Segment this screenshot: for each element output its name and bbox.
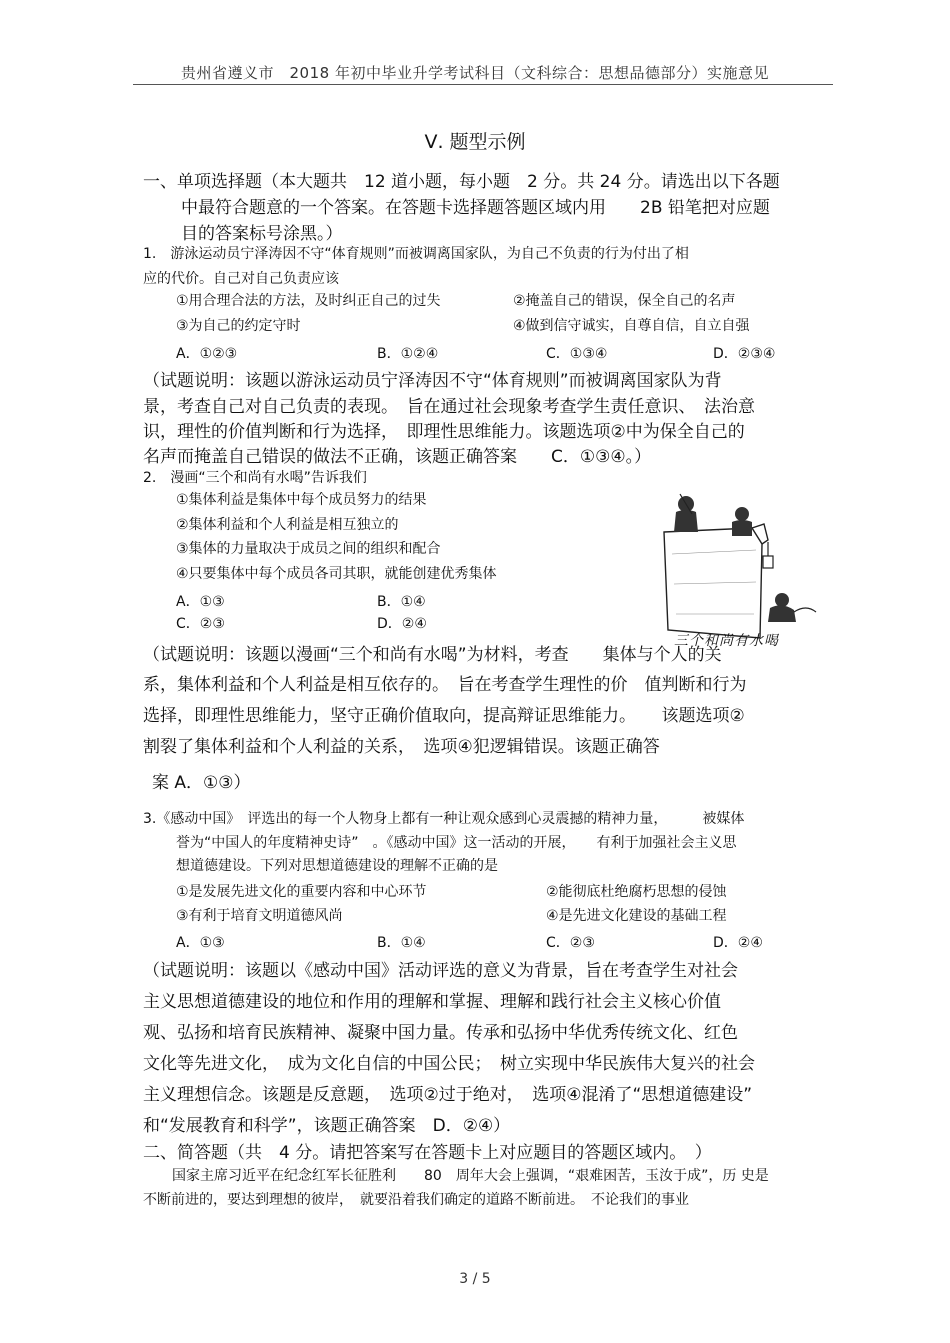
q1-explanation: （试题说明：该题以游泳运动员宁泽涛因不守“体育规则”而被调离国家队为背: [143, 371, 722, 391]
q2-option-d[interactable]: D．②④: [377, 616, 427, 632]
q2-explanation: 割裂了集体利益和个人利益的关系， 选项④犯逻辑错误。该题正确答: [143, 737, 660, 757]
three-monks-cartoon: [656, 484, 822, 654]
q3-option-c[interactable]: C．②③: [546, 935, 595, 951]
q2-statement: ④只要集体中每个成员各司其职，就能创建优秀集体: [176, 566, 497, 582]
q2-option-b[interactable]: B．①④: [377, 594, 426, 610]
section2-body: 国家主席习近平在纪念红军长征胜利 80 周年大会上强调，“艰难困苦，玉汝于成”，历 史是: [172, 1168, 769, 1184]
q3-option-b[interactable]: B．①④: [377, 935, 426, 951]
q3-explanation: 主义理想信念。该题是反意题， 选项②过于绝对， 选项④混淆了“思想道德建设”: [143, 1085, 753, 1105]
q2-option-c[interactable]: C．②③: [176, 616, 225, 632]
q3-explanation: 文化等先进文化， 成为文化自信的中国公民； 树立实现中华民族伟大复兴的社会: [143, 1054, 755, 1074]
q3-statement: ①是发展先进文化的重要内容和中心环节: [176, 884, 427, 900]
q1-statement: ③为自己的约定守时: [176, 318, 301, 334]
q3-stem: 3.《感动中国》 评选出的每一个人物身上都有一种让观众感到心灵震撼的精神力量， 被媒体: [143, 811, 745, 827]
page-number: 3 / 5: [459, 1271, 491, 1287]
q1-stem: 应的代价。自己对自己负责应该: [143, 271, 339, 287]
page-title: Ⅴ. 题型示例: [424, 131, 526, 153]
header-rule: [133, 84, 833, 85]
page-header: 贵州省遵义市 2018 年初中毕业升学考试科目（文科综合：思想品德部分）实施意见: [181, 64, 769, 82]
q2-explanation: 选择，即理性思维能力，坚守正确价值取向，提高辩证思维能力。 该题选项②: [143, 706, 745, 726]
q3-explanation: 观、弘扬和培育民族精神、凝聚中国力量。传承和弘扬中华优秀传统文化、红色: [143, 1023, 738, 1043]
q3-stem: 想道德建设。下列对思想道德建设的理解不正确的是: [176, 858, 498, 874]
q1-statement: ②掩盖自己的错误，保全自己的名声: [513, 293, 736, 309]
q1-statement: ①用合理合法的方法，及时纠正自己的过失: [176, 293, 441, 309]
section1-line: 一、单项选择题（本大题共 12 道小题，每小题 2 分。共 24 分。请选出以下各题: [143, 172, 780, 192]
q2-explanation: 案 A．①③）: [152, 773, 251, 793]
q1-explanation: 名声而掩盖自己错误的做法不正确，该题正确答案 C．①③④。）: [143, 447, 652, 467]
q3-explanation: 和“发展教育和科学”，该题正确答案 D．②④）: [143, 1116, 511, 1136]
q1-option-a[interactable]: A．①②③: [176, 346, 238, 362]
section2-heading: 二、简答题（共 4 分。请把答案写在答题卡上对应题目的答题区域内。 ）: [143, 1143, 712, 1163]
q2-option-a[interactable]: A．①③: [176, 594, 225, 610]
q2-statement: ③集体的力量取决于成员之间的组织和配合: [176, 541, 441, 557]
q3-statement: ②能彻底杜绝腐朽思想的侵蚀: [546, 884, 727, 900]
q2-statement: ②集体利益和个人利益是相互独立的: [176, 517, 399, 533]
q1-option-d[interactable]: D．②③④: [713, 346, 776, 362]
q2-stem: 2. 漫画“三个和尚有水喝”告诉我们: [143, 470, 367, 486]
q3-explanation: （试题说明：该题以《感动中国》活动评选的意义为背景，旨在考查学生对社会: [143, 961, 738, 981]
q3-option-a[interactable]: A．①③: [176, 935, 225, 951]
q1-option-c[interactable]: C．①③④: [546, 346, 608, 362]
q3-option-d[interactable]: D．②④: [713, 935, 763, 951]
section1-line: 目的答案标号涂黑。）: [181, 224, 343, 244]
section2-body: 不断前进的，要达到理想的彼岸， 就要沿着我们确定的道路不断前进。 不论我们的事业: [143, 1192, 689, 1208]
cartoon-caption: 三个和尚有水喝: [674, 633, 779, 649]
q1-option-b[interactable]: B．①②④: [377, 346, 439, 362]
q3-statement: ③有利于培育文明道德风尚: [176, 908, 343, 924]
q3-statement: ④是先进文化建设的基础工程: [546, 908, 727, 924]
q2-explanation: 系，集体利益和个人利益是相互依存的。 旨在考查学生理性的价 值判断和行为: [143, 675, 747, 695]
q2-explanation: （试题说明：该题以漫画“三个和尚有水喝”为材料，考查 集体与个人的关: [143, 645, 722, 665]
q1-explanation: 识，理性的价值判断和行为选择， 即理性思维能力。该题选项②中为保全自己的: [143, 422, 745, 442]
q1-statement: ④做到信守诚实，自尊自信，自立自强: [513, 318, 750, 334]
q3-explanation: 主义思想道德建设的地位和作用的理解和掌握、理解和践行社会主义核心价值: [143, 992, 721, 1012]
q1-stem: 1. 游泳运动员宁泽涛因不守“体育规则”而被调离国家队，为自己不负责的行为付出了相: [143, 246, 689, 262]
q3-stem: 誉为“中国人的年度精神史诗” 。《感动中国》这一活动的开展， 有利于加强社会主义思: [176, 835, 737, 851]
q1-explanation: 景，考查自己对自己负责的表现。 旨在通过社会现象考查学生责任意识、 法治意: [143, 397, 755, 417]
q2-statement: ①集体利益是集体中每个成员努力的结果: [176, 492, 427, 508]
section1-line: 中最符合题意的一个答案。在答题卡选择题答题区域内用 2B 铅笔把对应题: [181, 198, 770, 218]
